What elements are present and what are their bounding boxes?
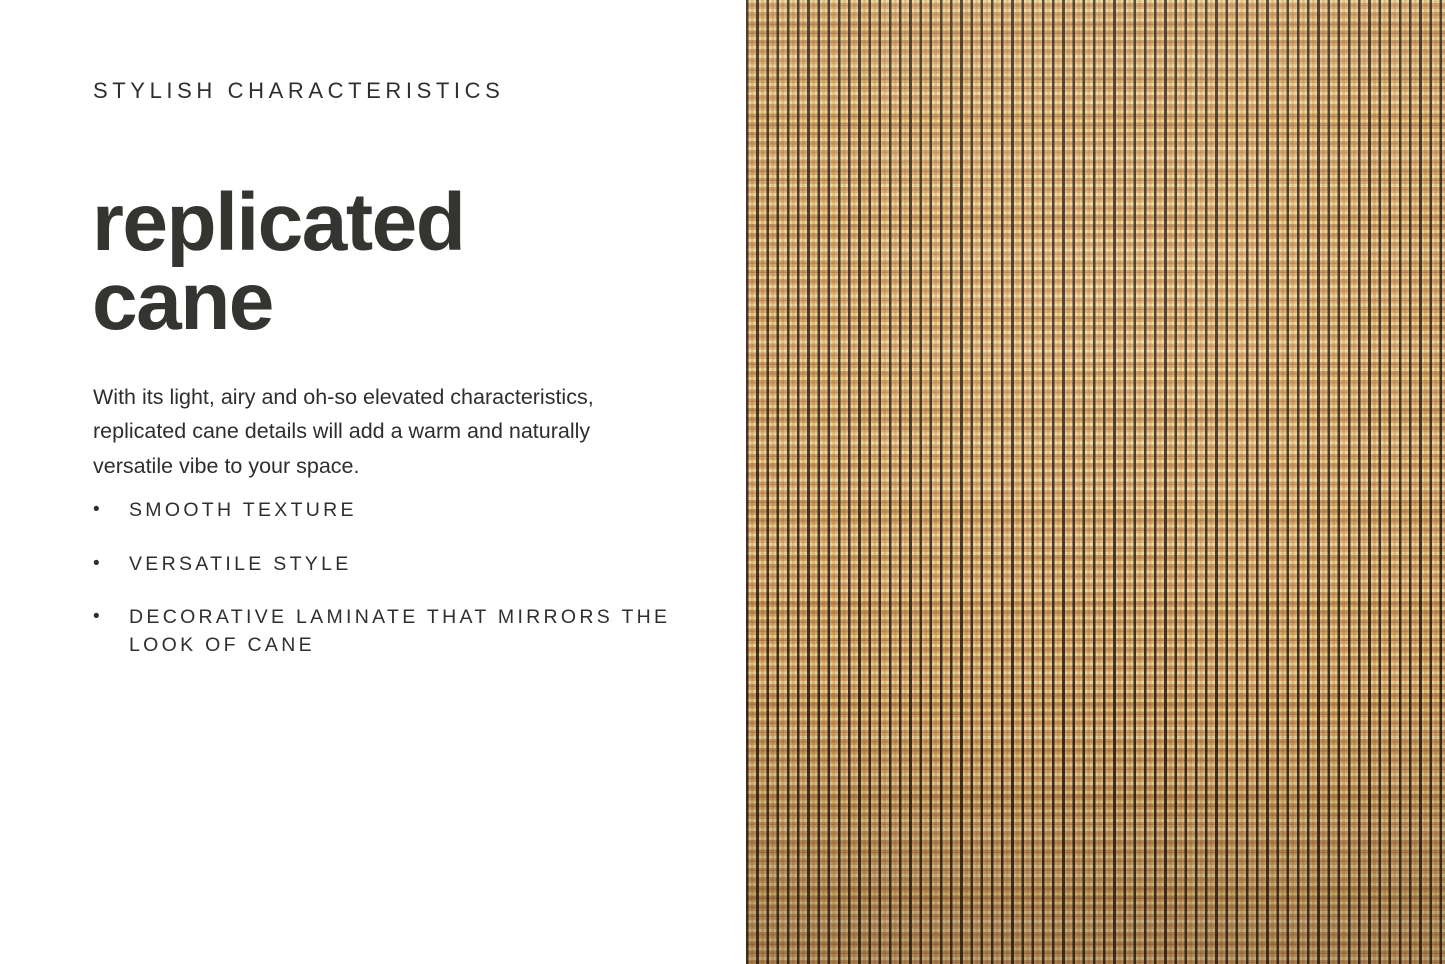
bullet-icon: • [93,499,103,520]
weave-warp-threads [746,0,1445,964]
list-item-label: SMOOTH TEXTURE [129,499,357,521]
page-title-line-2: cane [92,256,273,348]
list-item [93,604,673,659]
list-item-label: DECORATIVE LAMINATE THAT MIRRORS THE LOOK OF CANE [129,606,671,657]
cane-texture-image [746,0,1445,964]
list-item [93,497,673,525]
bullet-icon: • [93,606,103,628]
page-title-line-1: replicated [92,176,465,268]
list-item-label: VERSATILE STYLE [129,552,352,575]
page-title [92,176,652,348]
bullet-icon: • [93,552,103,574]
feature-list [93,497,673,660]
eyebrow-label: STYLISH CHARACTERISTICS [93,78,505,103]
list-item [93,551,673,579]
description-paragraph: With its light, airy and oh-so elevated characteristics, replicated cane details will add a warm and naturally versatile vibe to your space. [93,384,594,479]
